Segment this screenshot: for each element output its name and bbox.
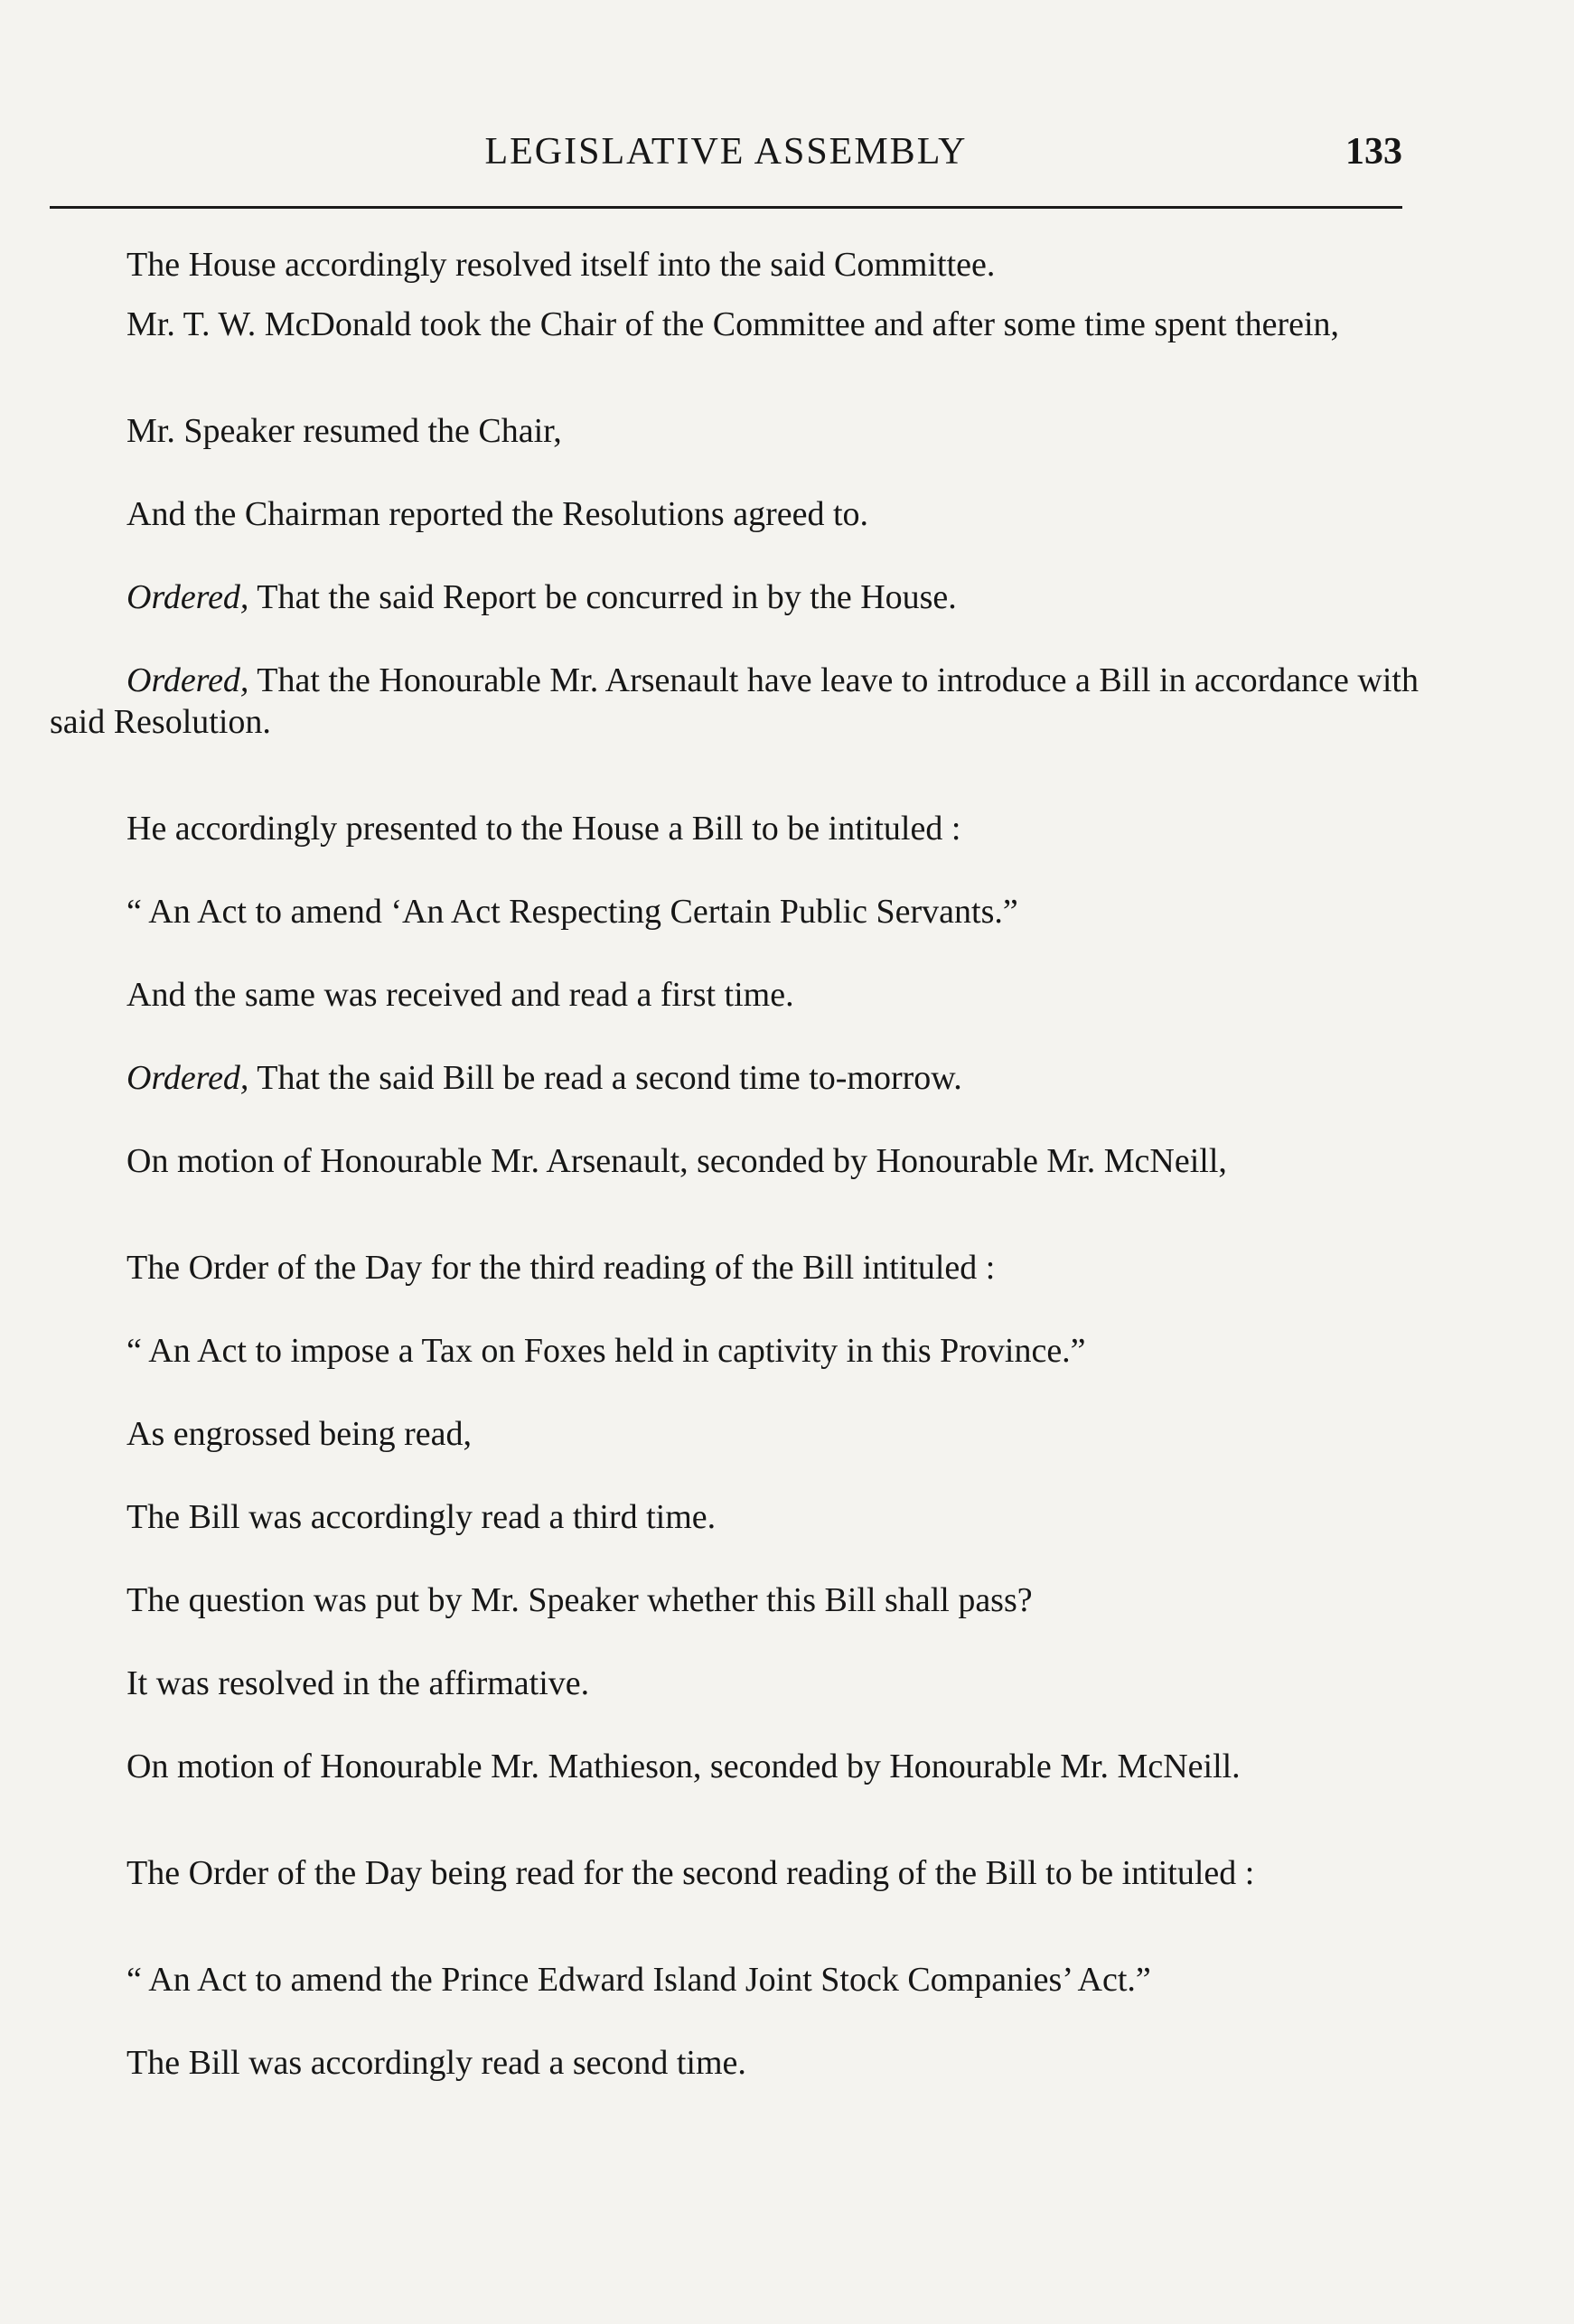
- paragraph: The Bill was accordingly read a second time.: [126, 2044, 746, 2082]
- paragraph: It was resolved in the affirmative.: [126, 1664, 590, 1702]
- paragraph: On motion of Honourable Mr. Arsenault, seconded by Honourable Mr. McNeill,: [126, 1142, 1227, 1180]
- page-body: [50, 244, 1419, 2084]
- paragraph: The Order of the Day being read for the second reading of the Bill to be intituled :: [126, 1854, 1255, 1892]
- bill-title: “ An Act to amend the Prince Edward Island Joint Stock Companies’ Act.”: [126, 1961, 1151, 1999]
- ordered-lead: Ordered,: [126, 1059, 249, 1097]
- paragraph: Ordered, That the said Report be concurred in by the House.: [126, 578, 957, 616]
- paragraph: Mr. Speaker resumed the Chair,: [126, 412, 562, 450]
- paragraph: The Bill was accordingly read a third time.: [126, 1498, 717, 1536]
- running-title: LEGISLATIVE ASSEMBLY: [484, 131, 968, 173]
- bill-title: “ An Act to impose a Tax on Foxes held in captivity in this Province.”: [126, 1332, 1086, 1370]
- ordered-lead: Ordered,: [126, 661, 249, 699]
- paragraph: The Order of the Day for the third reading of the Bill intituled :: [126, 1249, 996, 1287]
- paragraph: Mr. T. W. McDonald took the Chair of the Committee and after some time spent therein,: [126, 305, 1340, 343]
- paragraph: And the same was received and read a first time.: [126, 976, 794, 1014]
- header-rule: [50, 206, 1402, 209]
- paragraph: On motion of Honourable Mr. Mathieson, seconded by Honourable Mr. McNeill.: [126, 1748, 1241, 1785]
- paragraph: As engrossed being read,: [126, 1415, 473, 1453]
- page-header: [50, 127, 1402, 181]
- bill-title: “ An Act to amend ‘An Act Respecting Certain Public Servants.”: [126, 893, 1018, 931]
- paragraph: The question was put by Mr. Speaker whether this Bill shall pass?: [126, 1581, 1033, 1619]
- paragraph: He accordingly presented to the House a Bill to be intituled :: [126, 810, 961, 848]
- paragraph: Ordered, That the said Bill be read a second time to-morrow.: [126, 1059, 962, 1097]
- paragraph: The House accordingly resolved itself into the said Committee.: [126, 246, 996, 284]
- paragraph: Ordered, That the Honourable Mr. Arsenault have leave to introduce a Bill in accordance with said Resolution.: [50, 661, 1419, 741]
- ordered-lead: Ordered,: [126, 578, 249, 616]
- page-number: 133: [1345, 131, 1402, 173]
- paragraph: And the Chairman reported the Resolutions agreed to.: [126, 495, 869, 533]
